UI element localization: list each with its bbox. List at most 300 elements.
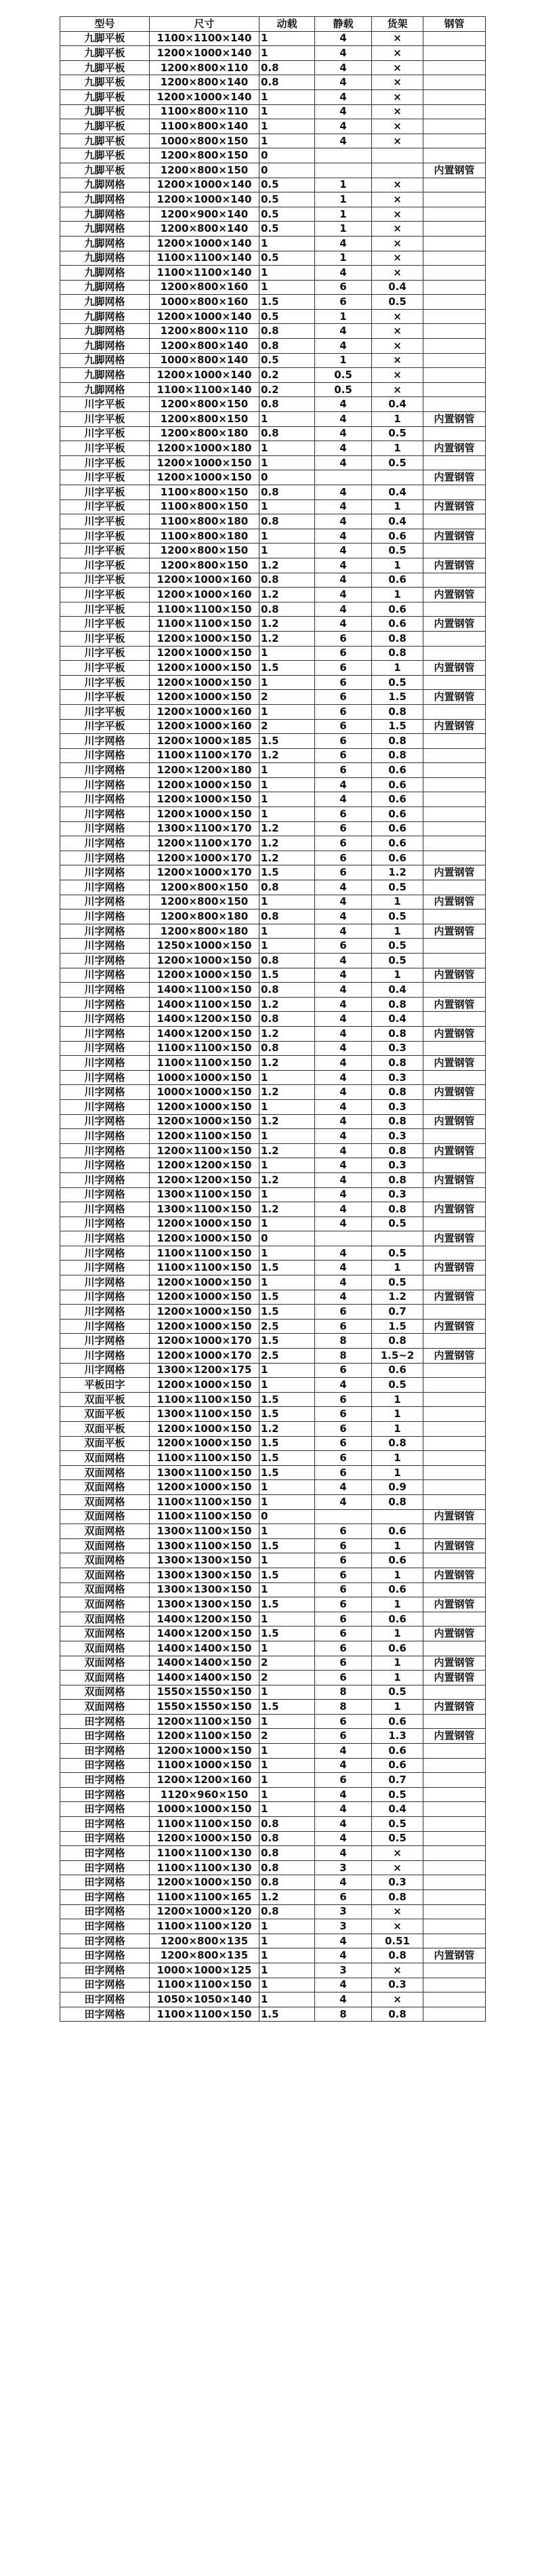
- table-row: [60, 895, 486, 909]
- cell-type: 川字网格: [60, 939, 150, 954]
- table-row: [60, 31, 486, 46]
- cell-steel-pipe: [423, 1773, 486, 1788]
- cell-steel-pipe: [423, 309, 486, 324]
- cell-rack-load: 0.6: [372, 617, 423, 632]
- cell-size: 1200×800×150: [150, 397, 259, 412]
- cell-steel-pipe: [423, 792, 486, 807]
- cell-steel-pipe: 内置钢管: [423, 441, 486, 456]
- cell-dynamic-load: 1: [259, 1246, 315, 1261]
- cell-rack-load: 1: [372, 441, 423, 456]
- cell-static-load: 6: [315, 939, 372, 954]
- table-row: [60, 1714, 486, 1729]
- cell-type: 双面平板: [60, 1436, 150, 1451]
- cell-rack-load: 1: [372, 1597, 423, 1612]
- cell-dynamic-load: 1: [259, 1524, 315, 1539]
- cell-steel-pipe: [423, 1465, 486, 1480]
- cell-rack-load: 1: [372, 1538, 423, 1553]
- cell-dynamic-load: 1: [259, 924, 315, 939]
- cell-type: 川字平板: [60, 426, 150, 441]
- cell-size: 1200×1000×170: [150, 865, 259, 880]
- cell-steel-pipe: 内置钢管: [423, 588, 486, 602]
- cell-size: 1400×1100×150: [150, 997, 259, 1012]
- cell-type: 田字网格: [60, 1948, 150, 1963]
- cell-static-load: 8: [315, 1685, 372, 1700]
- cell-type: 九脚网格: [60, 309, 150, 324]
- cell-size: 1100×1100×130: [150, 1860, 259, 1875]
- table-row: [60, 954, 486, 968]
- cell-static-load: 4: [315, 1992, 372, 2007]
- cell-steel-pipe: [423, 1860, 486, 1875]
- cell-dynamic-load: 1.5: [259, 1568, 315, 1582]
- cell-static-load: 6: [315, 1538, 372, 1553]
- cell-size: 1300×1100×170: [150, 821, 259, 836]
- table-row: [60, 353, 486, 368]
- cell-steel-pipe: 内置钢管: [423, 924, 486, 939]
- cell-steel-pipe: [423, 1758, 486, 1773]
- cell-rack-load: 0.8: [372, 1890, 423, 1905]
- cell-static-load: 4: [315, 1041, 372, 1056]
- cell-size: 1100×1100×120: [150, 1919, 259, 1934]
- cell-size: 1200×800×110: [150, 324, 259, 339]
- cell-type: 川字网格: [60, 1231, 150, 1246]
- table-row: [60, 646, 486, 661]
- table-row: [60, 470, 486, 485]
- cell-rack-load: 0.4: [372, 983, 423, 998]
- table-row: [60, 1158, 486, 1173]
- cell-size: 1200×1000×150: [150, 1217, 259, 1231]
- cell-steel-pipe: [423, 222, 486, 237]
- cell-steel-pipe: [423, 1890, 486, 1905]
- cell-steel-pipe: [423, 1919, 486, 1934]
- cell-static-load: 4: [315, 514, 372, 529]
- cell-static-load: 4: [315, 1494, 372, 1509]
- cell-rack-load: ×: [372, 1904, 423, 1919]
- cell-steel-pipe: [423, 119, 486, 134]
- cell-dynamic-load: 0.5: [259, 222, 315, 237]
- cell-dynamic-load: 2: [259, 1656, 315, 1671]
- cell-static-load: 4: [315, 1114, 372, 1129]
- cell-dynamic-load: 1: [259, 675, 315, 690]
- cell-size: 1400×1100×150: [150, 983, 259, 998]
- cell-type: 田字网格: [60, 1890, 150, 1905]
- cell-size: 1200×1100×150: [150, 1714, 259, 1729]
- cell-dynamic-load: 1: [259, 1553, 315, 1568]
- table-row: [60, 1143, 486, 1158]
- cell-static-load: 4: [315, 880, 372, 895]
- cell-rack-load: 0.5: [372, 1685, 423, 1700]
- table-row: [60, 1729, 486, 1744]
- cell-dynamic-load: 0.8: [259, 1846, 315, 1861]
- cell-rack-load: 1.5~2: [372, 1349, 423, 1364]
- cell-static-load: 4: [315, 46, 372, 61]
- cell-steel-pipe: [423, 1158, 486, 1173]
- cell-steel-pipe: [423, 954, 486, 968]
- cell-static-load: 4: [315, 777, 372, 792]
- cell-dynamic-load: 2: [259, 719, 315, 734]
- cell-dynamic-load: 0.5: [259, 178, 315, 192]
- cell-steel-pipe: [423, 909, 486, 924]
- table-row: [60, 514, 486, 529]
- cell-static-load: 6: [315, 1671, 372, 1685]
- cell-steel-pipe: [423, 1041, 486, 1056]
- table-row: [60, 1363, 486, 1378]
- cell-size: 1200×800×180: [150, 909, 259, 924]
- cell-static-load: 4: [315, 119, 372, 134]
- table-row: [60, 1349, 486, 1364]
- cell-static-load: 4: [315, 1744, 372, 1759]
- cell-dynamic-load: 1: [259, 1948, 315, 1963]
- table-row: [60, 1026, 486, 1041]
- cell-rack-load: 0.6: [372, 807, 423, 822]
- cell-rack-load: 0.6: [372, 1714, 423, 1729]
- cell-type: 川字网格: [60, 954, 150, 968]
- cell-rack-load: 0.9: [372, 1480, 423, 1495]
- cell-static-load: 0.5: [315, 368, 372, 383]
- cell-steel-pipe: 内置钢管: [423, 529, 486, 544]
- cell-steel-pipe: 内置钢管: [423, 968, 486, 983]
- cell-type: 川字网格: [60, 1202, 150, 1217]
- cell-steel-pipe: [423, 1099, 486, 1114]
- cell-dynamic-load: 0.8: [259, 1860, 315, 1875]
- cell-static-load: 4: [315, 1978, 372, 1992]
- table-row: [60, 1172, 486, 1187]
- cell-rack-load: 0.5: [372, 295, 423, 310]
- table-row: [60, 690, 486, 705]
- cell-static-load: [315, 163, 372, 178]
- cell-size: 1100×1000×150: [150, 1758, 259, 1773]
- cell-static-load: 6: [315, 1392, 372, 1407]
- cell-steel-pipe: [423, 1422, 486, 1437]
- cell-size: 1200×1000×150: [150, 777, 259, 792]
- cell-dynamic-load: 0.8: [259, 1831, 315, 1846]
- table-row: [60, 1407, 486, 1422]
- cell-steel-pipe: [423, 983, 486, 998]
- cell-steel-pipe: 内置钢管: [423, 1290, 486, 1305]
- cell-type: 川字网格: [60, 880, 150, 895]
- cell-rack-load: 0.4: [372, 280, 423, 295]
- cell-type: 九脚网格: [60, 207, 150, 222]
- cell-static-load: 6: [315, 1627, 372, 1641]
- cell-dynamic-load: 2: [259, 1671, 315, 1685]
- cell-rack-load: ×: [372, 75, 423, 90]
- cell-steel-pipe: [423, 1524, 486, 1539]
- cell-static-load: 4: [315, 1246, 372, 1261]
- cell-rack-load: 0.5: [372, 426, 423, 441]
- table-row: [60, 939, 486, 954]
- cell-size: 1200×800×140: [150, 222, 259, 237]
- cell-type: 双面网格: [60, 1538, 150, 1553]
- cell-steel-pipe: [423, 807, 486, 822]
- cell-size: 1100×1100×150: [150, 1494, 259, 1509]
- table-row: [60, 1070, 486, 1085]
- table-row: [60, 1963, 486, 1978]
- cell-static-load: 6: [315, 865, 372, 880]
- cell-steel-pipe: 内置钢管: [423, 1349, 486, 1364]
- cell-type: 双面平板: [60, 1422, 150, 1437]
- cell-type: 川字网格: [60, 1129, 150, 1144]
- cell-static-load: 1: [315, 178, 372, 192]
- cell-steel-pipe: [423, 1612, 486, 1627]
- cell-rack-load: 1: [372, 1671, 423, 1685]
- table-row: [60, 763, 486, 778]
- cell-type: 九脚网格: [60, 251, 150, 266]
- cell-type: 田字网格: [60, 1860, 150, 1875]
- cell-steel-pipe: [423, 1012, 486, 1027]
- cell-type: 田字网格: [60, 1875, 150, 1890]
- cell-static-load: 4: [315, 529, 372, 544]
- cell-dynamic-load: 1: [259, 89, 315, 104]
- cell-size: 1400×1200×150: [150, 1012, 259, 1027]
- cell-size: 1100×1100×140: [150, 31, 259, 46]
- table-row: [60, 661, 486, 676]
- table-row: [60, 1436, 486, 1451]
- cell-dynamic-load: 1: [259, 792, 315, 807]
- cell-size: 1100×1100×140: [150, 251, 259, 266]
- cell-steel-pipe: [423, 1334, 486, 1349]
- cell-static-load: 4: [315, 134, 372, 148]
- table-row: [60, 1948, 486, 1963]
- cell-rack-load: ×: [372, 309, 423, 324]
- cell-type: 九脚网格: [60, 295, 150, 310]
- cell-dynamic-load: 0.8: [259, 954, 315, 968]
- cell-dynamic-load: 1.5: [259, 1305, 315, 1320]
- cell-steel-pipe: 内置钢管: [423, 1026, 486, 1041]
- table-row: [60, 704, 486, 719]
- cell-size: 1200×800×140: [150, 339, 259, 354]
- cell-type: 九脚网格: [60, 178, 150, 192]
- cell-type: 九脚平板: [60, 148, 150, 163]
- table-row: [60, 1494, 486, 1509]
- cell-rack-load: 0.5: [372, 1831, 423, 1846]
- cell-static-load: 1: [315, 353, 372, 368]
- cell-rack-load: ×: [372, 192, 423, 207]
- cell-rack-load: 0.6: [372, 821, 423, 836]
- cell-steel-pipe: [423, 382, 486, 397]
- cell-dynamic-load: 1.5: [259, 295, 315, 310]
- cell-size: 1200×1100×150: [150, 1129, 259, 1144]
- table-row: [60, 1114, 486, 1129]
- cell-type: 川字网格: [60, 924, 150, 939]
- cell-dynamic-load: 1.2: [259, 1422, 315, 1437]
- cell-size: 1200×1000×170: [150, 851, 259, 865]
- cell-steel-pipe: [423, 1875, 486, 1890]
- table-row: [60, 1392, 486, 1407]
- cell-steel-pipe: [423, 1129, 486, 1144]
- cell-dynamic-load: 1.5: [259, 1538, 315, 1553]
- cell-static-load: 4: [315, 1948, 372, 1963]
- cell-type: 田字网格: [60, 1744, 150, 1759]
- cell-steel-pipe: [423, 1070, 486, 1085]
- table-row: [60, 1509, 486, 1524]
- cell-size: 1200×1000×140: [150, 192, 259, 207]
- cell-static-load: 6: [315, 719, 372, 734]
- cell-type: 九脚网格: [60, 280, 150, 295]
- table-row: [60, 1817, 486, 1832]
- cell-rack-load: 1: [372, 499, 423, 514]
- table-row: [60, 1568, 486, 1582]
- cell-size: 1100×1100×150: [150, 1246, 259, 1261]
- cell-size: 1100×1100×150: [150, 1978, 259, 1992]
- cell-steel-pipe: [423, 89, 486, 104]
- cell-size: 1200×1200×150: [150, 1158, 259, 1173]
- table-row: [60, 1056, 486, 1071]
- cell-static-load: 3: [315, 1919, 372, 1934]
- cell-dynamic-load: 0: [259, 1231, 315, 1246]
- cell-dynamic-load: 1: [259, 1158, 315, 1173]
- cell-dynamic-load: 1: [259, 1378, 315, 1393]
- table-row: [60, 207, 486, 222]
- cell-rack-load: ×: [372, 1846, 423, 1861]
- cell-dynamic-load: 1: [259, 704, 315, 719]
- table-row: [60, 46, 486, 61]
- cell-size: 1300×1100×150: [150, 1465, 259, 1480]
- cell-type: 川字网格: [60, 1334, 150, 1349]
- cell-type: 川字平板: [60, 646, 150, 661]
- cell-size: 1100×1100×150: [150, 1056, 259, 1071]
- cell-static-load: 8: [315, 1700, 372, 1715]
- cell-dynamic-load: 1.5: [259, 1436, 315, 1451]
- cell-rack-load: 0.5: [372, 675, 423, 690]
- cell-rack-load: 0.6: [372, 851, 423, 865]
- cell-type: 川字平板: [60, 704, 150, 719]
- cell-rack-load: 0.5: [372, 1378, 423, 1393]
- cell-static-load: 4: [315, 1217, 372, 1231]
- cell-rack-load: 0.8: [372, 1494, 423, 1509]
- cell-type: 九脚网格: [60, 339, 150, 354]
- cell-steel-pipe: [423, 1553, 486, 1568]
- cell-type: 田字网格: [60, 1919, 150, 1934]
- table-row: [60, 1378, 486, 1393]
- cell-dynamic-load: 1: [259, 777, 315, 792]
- cell-dynamic-load: 0.8: [259, 880, 315, 895]
- cell-rack-load: 0.7: [372, 1305, 423, 1320]
- table-row: [60, 1919, 486, 1934]
- cell-dynamic-load: 0.8: [259, 397, 315, 412]
- cell-type: 田字网格: [60, 1714, 150, 1729]
- cell-steel-pipe: 内置钢管: [423, 1509, 486, 1524]
- cell-steel-pipe: 内置钢管: [423, 1202, 486, 1217]
- cell-steel-pipe: [423, 1246, 486, 1261]
- cell-size: 1100×800×150: [150, 499, 259, 514]
- cell-steel-pipe: [423, 704, 486, 719]
- cell-size: 1100×1100×150: [150, 1392, 259, 1407]
- table-row: [60, 1553, 486, 1568]
- cell-static-load: 4: [315, 236, 372, 251]
- table-row: [60, 983, 486, 998]
- cell-static-load: 4: [315, 1070, 372, 1085]
- cell-static-load: 6: [315, 280, 372, 295]
- cell-dynamic-load: 1.5: [259, 661, 315, 676]
- cell-dynamic-load: 1.5: [259, 1451, 315, 1466]
- cell-type: 川字网格: [60, 1261, 150, 1275]
- cell-rack-load: 0.5: [372, 939, 423, 954]
- cell-steel-pipe: 内置钢管: [423, 690, 486, 705]
- cell-rack-load: 0.8: [372, 1085, 423, 1100]
- cell-steel-pipe: [423, 368, 486, 383]
- cell-steel-pipe: [423, 1685, 486, 1700]
- cell-steel-pipe: [423, 748, 486, 763]
- cell-steel-pipe: [423, 178, 486, 192]
- cell-size: 1200×1000×140: [150, 178, 259, 192]
- table-row: [60, 1246, 486, 1261]
- cell-steel-pipe: [423, 324, 486, 339]
- cell-static-load: 4: [315, 397, 372, 412]
- table-row: [60, 1685, 486, 1700]
- table-row: [60, 1612, 486, 1627]
- cell-type: 川字平板: [60, 514, 150, 529]
- cell-static-load: 4: [315, 1787, 372, 1802]
- cell-rack-load: 0.6: [372, 777, 423, 792]
- header-dynamic-load: 动载: [259, 17, 315, 32]
- table-row: [60, 602, 486, 617]
- cell-rack-load: 0.8: [372, 1143, 423, 1158]
- cell-type: 川字网格: [60, 1319, 150, 1334]
- cell-rack-load: 0.5: [372, 1217, 423, 1231]
- cell-steel-pipe: [423, 339, 486, 354]
- cell-static-load: 6: [315, 807, 372, 822]
- cell-size: 1400×1400×150: [150, 1671, 259, 1685]
- cell-steel-pipe: 内置钢管: [423, 661, 486, 676]
- cell-dynamic-load: 0: [259, 470, 315, 485]
- cell-dynamic-load: 0.8: [259, 1817, 315, 1832]
- cell-rack-load: 1: [372, 1465, 423, 1480]
- cell-steel-pipe: [423, 836, 486, 851]
- cell-rack-load: ×: [372, 60, 423, 75]
- cell-static-load: 4: [315, 954, 372, 968]
- cell-dynamic-load: 1: [259, 441, 315, 456]
- cell-steel-pipe: [423, 2007, 486, 2022]
- cell-static-load: 8: [315, 1334, 372, 1349]
- cell-rack-load: 0.6: [372, 1744, 423, 1759]
- cell-type: 田字网格: [60, 1992, 150, 2007]
- cell-type: 双面网格: [60, 1627, 150, 1641]
- cell-static-load: 3: [315, 1860, 372, 1875]
- cell-type: 田字网格: [60, 1934, 150, 1948]
- table-row: [60, 1099, 486, 1114]
- cell-static-load: 6: [315, 1597, 372, 1612]
- cell-static-load: 6: [315, 1422, 372, 1437]
- cell-size: 1300×1100×150: [150, 1187, 259, 1202]
- cell-steel-pipe: [423, 1802, 486, 1817]
- cell-static-load: 4: [315, 792, 372, 807]
- cell-static-load: 6: [315, 821, 372, 836]
- cell-dynamic-load: 1: [259, 939, 315, 954]
- table-row: [60, 324, 486, 339]
- cell-size: 1100×1100×165: [150, 1890, 259, 1905]
- cell-type: 双面网格: [60, 1582, 150, 1597]
- cell-static-load: 6: [315, 1773, 372, 1788]
- table-row: [60, 1202, 486, 1217]
- cell-type: 川字平板: [60, 485, 150, 500]
- cell-static-load: 6: [315, 1582, 372, 1597]
- cell-dynamic-load: 1: [259, 1187, 315, 1202]
- table-row: [60, 412, 486, 427]
- cell-size: 1200×900×140: [150, 207, 259, 222]
- cell-type: 九脚平板: [60, 46, 150, 61]
- cell-static-load: 4: [315, 1934, 372, 1948]
- cell-size: 1200×1200×180: [150, 763, 259, 778]
- cell-type: 川字网格: [60, 1085, 150, 1100]
- cell-steel-pipe: [423, 1305, 486, 1320]
- cell-steel-pipe: [423, 1392, 486, 1407]
- cell-rack-load: [372, 1509, 423, 1524]
- cell-type: 川字网格: [60, 1349, 150, 1364]
- table-row: [60, 1904, 486, 1919]
- cell-steel-pipe: 内置钢管: [423, 1538, 486, 1553]
- cell-type: 川字网格: [60, 1041, 150, 1056]
- table-row: [60, 1290, 486, 1305]
- cell-dynamic-load: 0.8: [259, 339, 315, 354]
